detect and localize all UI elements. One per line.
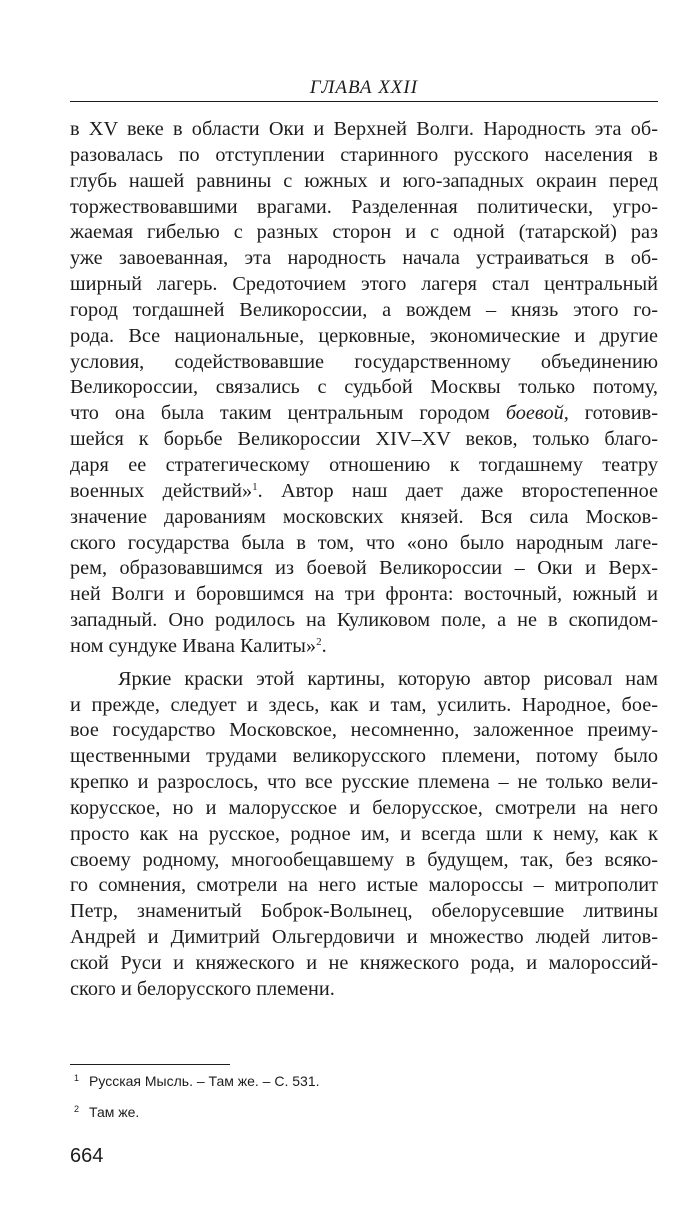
footnote-text: Русская Мысль. – Там же. – С. 531. <box>89 1073 320 1089</box>
text-line: рем, образовавшимся из боевой Великороссии – Оки и Верх- <box>70 557 658 580</box>
text-line: в XV веке в области Оки и Верхней Волги. Народность эта об- <box>70 118 658 140</box>
text-run: что она была таким центральным городом <box>70 402 506 425</box>
footnote-text: Там же. <box>89 1104 140 1120</box>
text-line: жаемая гибелью с разных сторон и с одной (татарской) раз <box>70 221 658 244</box>
text-line: го сомнения, смотрели на него истые малороссы – митрополит <box>70 874 658 897</box>
text-line: просто как на русское, родное им, и всегда шли к нему, как к <box>70 822 658 845</box>
text-line: Яркие краски этой картины, которую автор рисовал нам <box>118 667 658 690</box>
text-line: ской Руси и княжеского и не княжеского рода, и малороссий- <box>70 952 658 974</box>
text-line: корусское, но и малорусское и белорусское, смотрели на него <box>70 796 658 819</box>
text-run: готовив- <box>568 402 658 425</box>
text-line: западный. Оно родилось на Куликовом поле, а не в скопидом- <box>70 609 658 632</box>
text-line <box>70 479 658 505</box>
text-line: значение дарованиям московских князей. Вся сила Москов- <box>70 505 658 528</box>
page-number: 664 <box>70 1145 104 1167</box>
text-line: щественными трудами великорусского племени, потому было <box>70 745 658 768</box>
text-line: торжествовавшими врагами. Разделенная политически, угро- <box>70 195 658 218</box>
footnotes <box>70 1072 658 1134</box>
chapter-title: ГЛАВА XXII <box>309 77 419 98</box>
paragraph-gap <box>70 660 658 667</box>
text-line: условия, содействовавшие государственному объединению <box>70 350 658 373</box>
footnote-divider <box>70 1064 230 1065</box>
text-line <box>70 634 658 660</box>
text-line: уже завоеванная, эта народность начала устраиваться в об- <box>70 247 658 270</box>
text-line: и прежде, следует и здесь, как и там, усилить. Народное, бое- <box>70 693 658 716</box>
text-run: . <box>321 634 327 657</box>
text-line: Великороссии, связались с судьбой Москвы только потому, <box>70 376 658 399</box>
text-line: Андрей и Димитрий Ольгердовичи и множество людей литов- <box>70 926 658 949</box>
italic-word: боевой, <box>505 402 569 425</box>
text-line: город тогдашней Великороссии, а вождем – князь этого го- <box>70 298 658 321</box>
footnote-ref-2[interactable]: 2 <box>316 635 322 648</box>
text-line <box>70 401 658 427</box>
text-line: крепко и разрослось, что все русские племена – не только вели- <box>70 771 658 794</box>
text-line: рода. Все национальные, церковные, экономические и другие <box>70 324 658 347</box>
text-run: военных действий» <box>70 479 253 502</box>
footnote-1 <box>70 1072 658 1090</box>
footnote-2 <box>70 1103 658 1121</box>
text-line: Петр, знаменитый Боброк-Волынец, обелорусевшие литвины <box>70 900 658 923</box>
text-line: разовалась по отступлении старинного русского населения в <box>70 143 658 166</box>
running-head <box>70 77 658 102</box>
text-line: своему родному, многообещавшему в будущем, так, без всяко- <box>70 848 658 871</box>
text-line: ского и белорусского племени. <box>70 977 335 1000</box>
text-run: . Автор наш дает даже второстепенное <box>257 479 658 502</box>
text-run: ном сундуке Ивана Калиты» <box>70 634 317 657</box>
footnote-number: 1 <box>74 1073 80 1083</box>
body-text <box>70 117 658 1003</box>
text-line: ского государства была в том, что «оно было народным лаге- <box>70 531 658 554</box>
footnote-number: 2 <box>74 1104 80 1114</box>
text-line: ней Волги и боровшимся на три фронта: восточный, южный и <box>70 583 658 606</box>
text-line: вое государство Московское, несомненно, заложенное преиму- <box>70 719 658 742</box>
text-line: даря ее стратегическому отношению к тогдашнему театру <box>70 453 658 476</box>
footnote-ref-1[interactable]: 1 <box>252 480 258 493</box>
text-line: глубь нашей равнины с южных и юго-западных окраин перед <box>70 169 658 192</box>
text-line: шейся к борьбе Великороссии XIV–XV веков, только благо- <box>70 428 658 451</box>
text-line: ширный лагерь. Средоточием этого лагеря стал центральный <box>70 273 658 296</box>
